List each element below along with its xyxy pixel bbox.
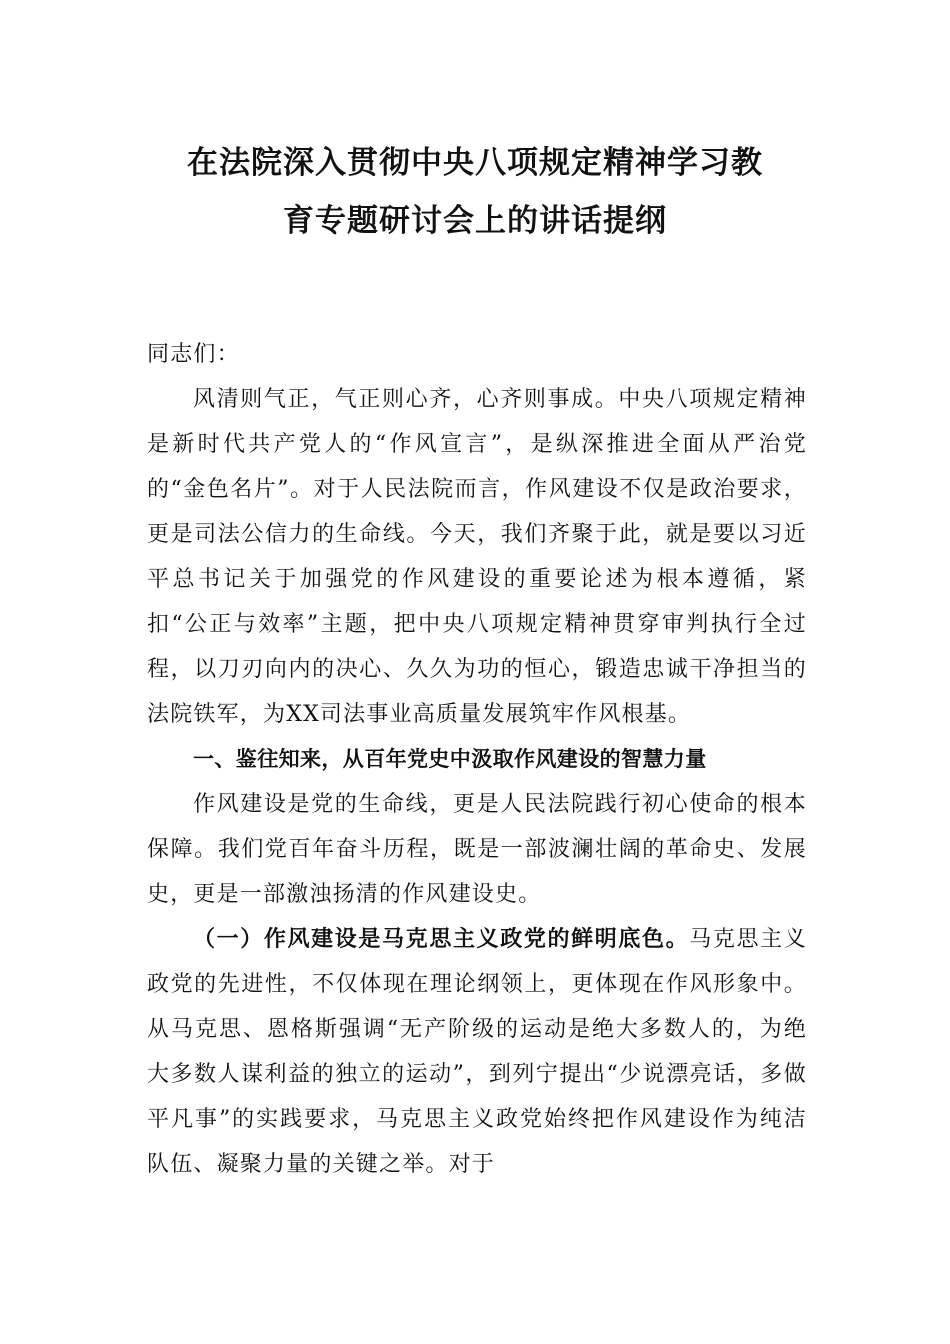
title-line-1: 在法院深入贯彻中央八项规定精神学习教 xyxy=(187,145,763,181)
salutation: 同志们： xyxy=(147,342,240,367)
subsection-1-lead: （一）作风建设是马克思主义政党的鲜明底色。 xyxy=(193,926,690,952)
section-1-heading: 一、鉴往知来，从百年党史中汲取作风建设的智慧力量 xyxy=(193,747,707,771)
intro-paragraph: 风清则气正，气正则心齐，心齐则事成。中央八项规定精神是新时代共产党人的“作风宣言”，是纵深推进全面从严治党的“金色名片”。对于人民法院而言，作风建设不仅是政治要求，更是司法公信力的生命线。今天，我们齐聚于此，就是要以习近平总书记关于加强党的作风建设的重要论述为根本遵循，紧扣“公正与效率”主题，把中央八项规定精神贯穿审判执行全过程，以刀刃向内的决心、久久为功的恒心，锻造忠诚干净担当的法院铁军，为XX司法事业高质量发展筑牢作风根基。 xyxy=(147,387,807,727)
document-body xyxy=(147,332,807,1187)
title-line-2: 育专题研讨会上的讲话提纲 xyxy=(283,203,667,239)
section-1-paragraph: 作风建设是党的生命线，更是人民法院践行初心使命的根本保障。我们党百年奋斗历程，既是一部波澜壮阔的革命史、发展史，更是一部激浊扬清的作风建设史。 xyxy=(147,792,807,907)
subsection-1-text: 马克思主义政党的先进性，不仅体现在理论纲领上，更体现在作风形象中。从马克思、恩格斯强调“无产阶级的运动是绝大多数人的，为绝大多数人谋利益的独立的运动”，到列宁提出“少说漂亮话，多做平凡事”的实践要求，马克思主义政党始终把作风建设作为纯洁队伍、凝聚力量的关键之举。对于 xyxy=(147,927,807,1177)
subsection-1-paragraph xyxy=(147,917,807,1187)
document-title xyxy=(130,134,820,250)
